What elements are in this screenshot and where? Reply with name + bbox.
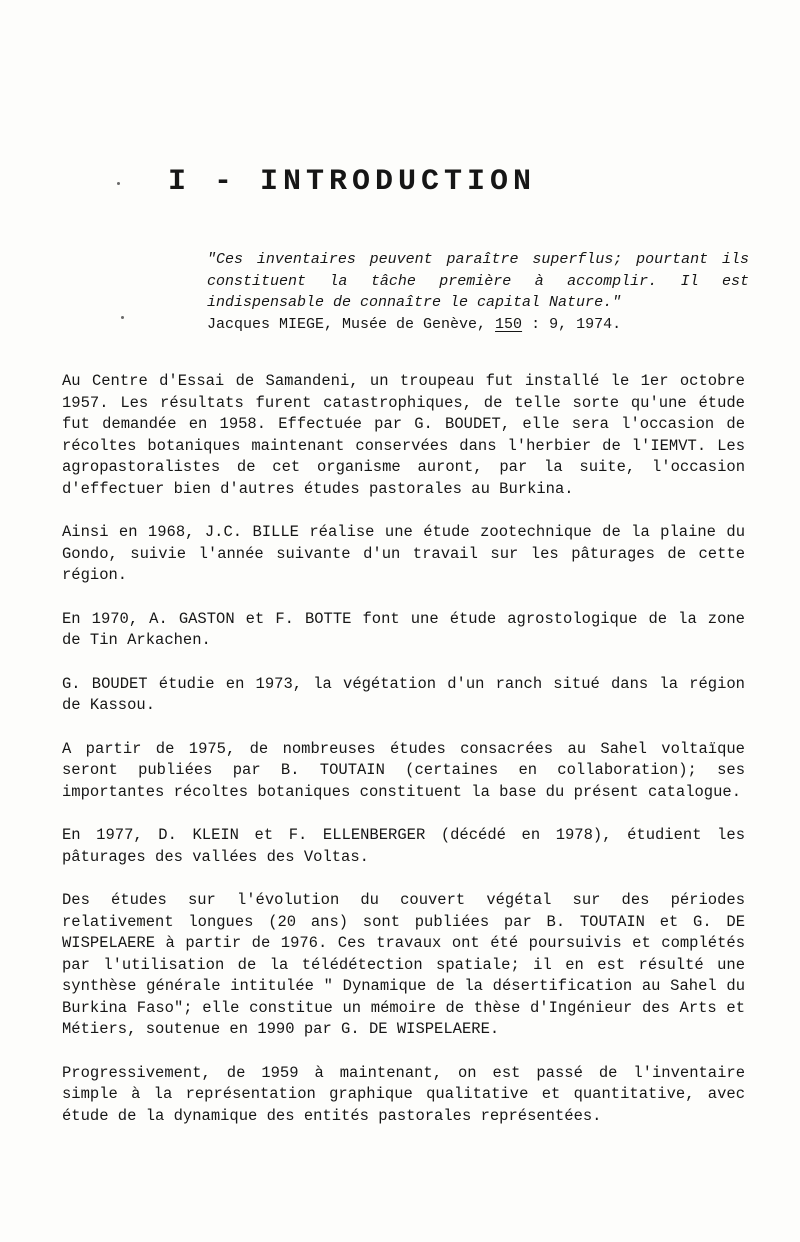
- scan-artifact: [121, 316, 124, 319]
- paragraph-4: G. BOUDET étudie en 1973, la végétation d'un ranch situé dans la région de Kassou.: [62, 674, 745, 714]
- paragraph-5: A partir de 1975, de nombreuses études consacrées au Sahel voltaïque seront publiées par B. TOUTAIN (certaines en collaboration); ses importantes récoltes botaniques constituent la base du présent catalogue.: [62, 739, 745, 801]
- paragraph-7: Des études sur l'évolution du couvert végétal sur des périodes relativement longues (20 ans) sont publiées par B. TOUTAIN et G. DE WISPELAERE à partir de 1976. Ces travaux ont été poursuivis et complétés par l'utilisation de la télédétection spatiale; il en est résulté une synthèse générale intitulée " Dynamique de la désertification au Sahel du Burkina Faso"; elle constitue un mémoire de thèse d'Ingénieur des Arts et Métiers, soutenue en 1990 par G. DE WISPELAERE.: [62, 891, 745, 1038]
- page-title: I - INTRODUCTION: [168, 165, 537, 199]
- quote-block: [207, 249, 749, 335]
- scan-artifact: [117, 182, 120, 185]
- citation-reference: 150: [495, 315, 523, 333]
- citation-prefix: Jacques MIEGE, Musée de Genève,: [207, 315, 496, 333]
- paragraph-8: Progressivement, de 1959 à maintenant, on est passé de l'inventaire simple à la représentation graphique qualitative et quantitative, avec étude de la dynamique des entités pastorales représentées.: [62, 1063, 745, 1125]
- quote-text: "Ces inventaires peuvent paraître superflus; pourtant ils constituent la tâche première à accomplir. Il est indispensable de connaître le capital Nature.": [207, 251, 749, 311]
- quote-citation: [207, 314, 749, 336]
- paragraph-2: Ainsi en 1968, J.C. BILLE réalise une étude zootechnique de la plaine du Gondo, suivie l'année suivante d'un travail sur les pâturages de cette région.: [62, 523, 745, 584]
- document-body: [62, 371, 745, 1127]
- paragraph-1: Au Centre d'Essai de Samandeni, un troupeau fut installé le 1er octobre 1957. Les résultats furent catastrophiques, de telle sorte qu'une étude fut demandée en 1958. Effectuée par G. BOUDET, elle sera l'occasion de récoltes botaniques maintenant conservées dans l'herbier de l'IEMVT. Les agropastoralistes de cet organisme auront, par la suite, l'occasion d'effectuer bien d'autres études pastorales au Burkina.: [62, 372, 745, 498]
- citation-suffix: : 9, 1974.: [522, 315, 622, 333]
- paragraph-6: En 1977, D. KLEIN et F. ELLENBERGER (décédé en 1978), étudient les pâturages des vallées des Voltas.: [62, 826, 745, 866]
- paragraph-3: En 1970, A. GASTON et F. BOTTE font une étude agrostologique de la zone de Tin Arkachen.: [62, 609, 745, 649]
